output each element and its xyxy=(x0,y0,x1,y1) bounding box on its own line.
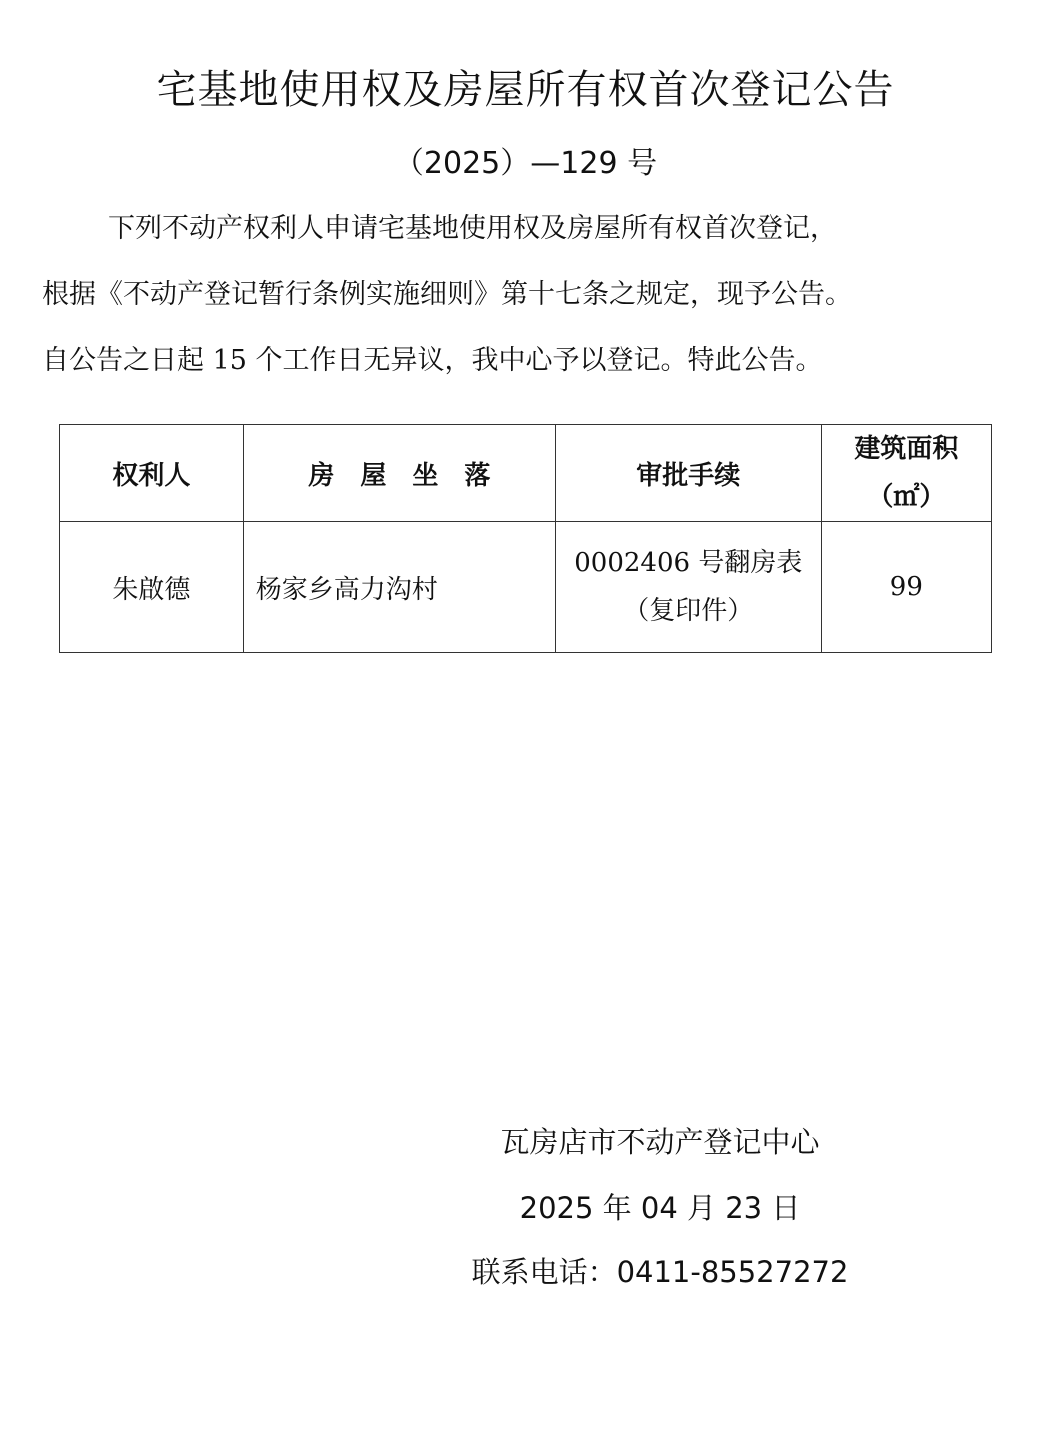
notice-body-line: 自公告之日起 15 个工作日无异议，我中心予以登记。特此公告。 xyxy=(42,345,823,376)
registration-table xyxy=(59,424,992,653)
header-holder: 权利人 xyxy=(60,425,244,522)
cell-holder: 朱啟德 xyxy=(60,522,244,653)
cell-area: 99 xyxy=(821,522,991,653)
header-area-unit: （㎡） xyxy=(867,482,946,512)
table-header-row xyxy=(60,425,992,522)
cell-approval-note: （复印件） xyxy=(623,596,754,626)
header-approval: 审批手续 xyxy=(555,425,821,522)
issuing-organization: 瓦房店市不动产登记中心 xyxy=(500,1125,820,1159)
header-area-label: 建筑面积 xyxy=(854,434,959,464)
notice-body-line: 下列不动产权利人申请宅基地使用权及房屋所有权首次登记， xyxy=(108,213,837,244)
cell-location: 杨家乡高力沟村 xyxy=(243,522,555,653)
header-location xyxy=(243,425,555,522)
cell-approval-doc: 0002406 号翻房表 xyxy=(574,548,803,578)
header-location-label: 房屋坐落 xyxy=(308,460,517,491)
issue-date: 2025 年 04 月 23 日 xyxy=(519,1191,801,1225)
notice-body-line: 根据《不动产登记暂行条例实施细则》第十七条之规定，现予公告。 xyxy=(42,279,852,310)
table-row xyxy=(60,522,992,653)
notice-body xyxy=(42,196,1022,394)
contact-phone: 联系电话：0411-85527272 xyxy=(471,1255,849,1289)
cell-approval xyxy=(555,522,821,653)
notice-number: （2025）—129 号 xyxy=(393,146,658,181)
header-area xyxy=(821,425,991,522)
notice-title: 宅基地使用权及房屋所有权首次登记公告 xyxy=(156,67,895,113)
